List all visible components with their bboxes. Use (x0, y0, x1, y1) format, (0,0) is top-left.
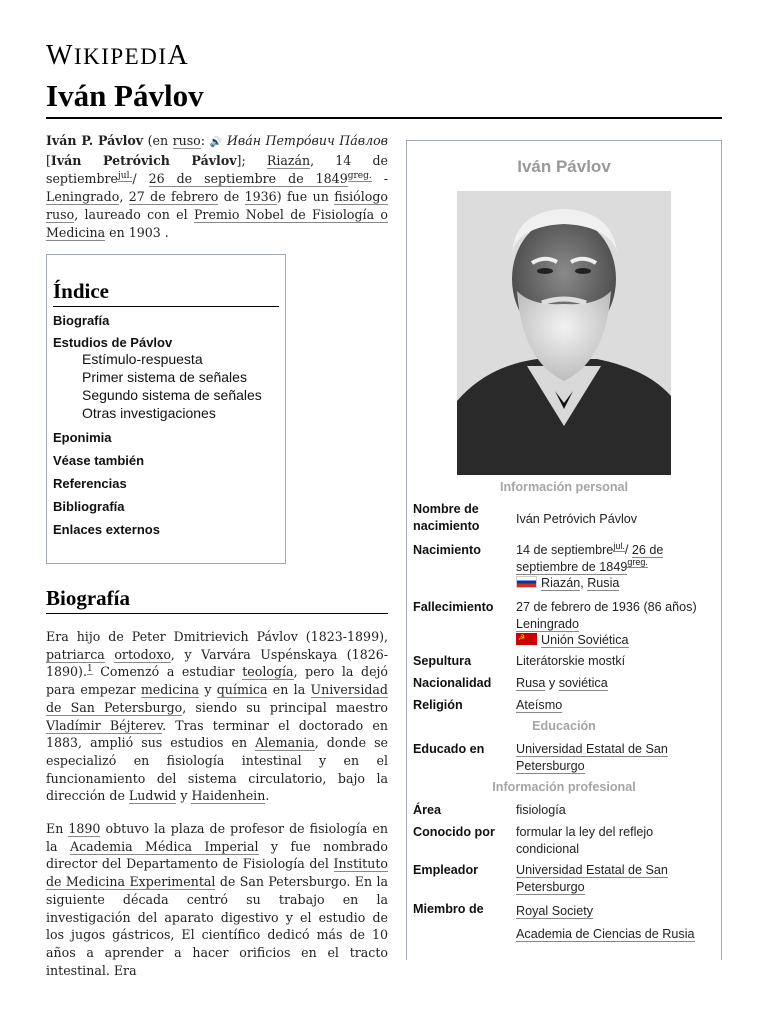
link-rusia[interactable]: Rusia (587, 576, 620, 590)
text: , siendo su principal maestro (182, 699, 388, 715)
text: [ (46, 153, 51, 168)
text: y (199, 682, 217, 698)
title-divider (46, 117, 722, 119)
text: y (176, 788, 192, 804)
wikipedia-logo[interactable] (46, 40, 189, 72)
row-label: Nacionalidad (413, 676, 492, 690)
link-riazan[interactable]: Riazán (541, 576, 581, 590)
infobox-header-education: Educación (532, 719, 596, 733)
link-nobel-prize[interactable]: Premio Nobel de Fisiología o Medicina (46, 207, 388, 240)
text: , pero la dejó para empezar (46, 664, 389, 698)
text: en 1903 . (105, 225, 169, 240)
link-ruso-nationality[interactable]: ruso (46, 207, 75, 222)
link-ludwid[interactable]: Ludwid (128, 788, 177, 804)
toc-item-bibliografia[interactable]: Bibliografía (53, 499, 125, 514)
text: - (371, 171, 388, 186)
text (105, 647, 115, 662)
link-rusa[interactable]: Rusa (516, 676, 546, 690)
infobox-header-professional: Información profesional (492, 780, 636, 794)
link-1890[interactable]: 1890 (68, 821, 101, 836)
row-value: fisiología (516, 803, 566, 817)
row-value (516, 675, 716, 692)
link-birth-date[interactable]: 26 de septiembre de 1849 (516, 543, 664, 574)
text: : (200, 133, 210, 148)
page-title: Iván Pávlov (46, 78, 204, 113)
row-value: Iván Petróvich Pávlov (516, 512, 638, 526)
portrait-drawing (457, 191, 671, 475)
row-label: Educado en (413, 742, 485, 756)
toc-item-estudios[interactable]: Estudios de Pávlov (53, 335, 173, 350)
infobox (406, 140, 722, 960)
link-royal-society[interactable]: Royal Society (516, 904, 593, 918)
speaker-icon[interactable]: 🔊 (209, 137, 223, 148)
row-value (516, 862, 716, 895)
link-academia-medica[interactable]: Academia Médica Imperial (69, 838, 259, 854)
row-label: Religión (413, 698, 463, 712)
link-haidenhein[interactable]: Haidenhein (191, 788, 266, 804)
infobox-header-personal: Información personal (499, 480, 629, 494)
link-fisiologo[interactable]: fisiólogo (334, 189, 388, 204)
text: Era hijo de Peter Dmitrievich Pávlov (1823-1899), (46, 629, 388, 644)
text: En (46, 821, 69, 836)
text: y (545, 676, 559, 690)
toc-item-eponimia[interactable]: Eponimia (53, 430, 112, 445)
link-jul[interactable]: jul. (613, 540, 625, 551)
toc-subitem-primer-sistema[interactable]: Primer sistema de señales (82, 369, 247, 385)
link-jul[interactable]: jul. (118, 170, 133, 181)
transliteration: Iván Petróvich Pávlov (50, 153, 237, 168)
text: / (624, 543, 632, 557)
infobox-title: Iván Pávlov (517, 157, 611, 176)
row-value (516, 542, 716, 592)
row-value: formular la ley del reflejo condicional (516, 825, 654, 856)
row-value (516, 903, 716, 942)
link-greg[interactable]: greg. (627, 557, 648, 568)
link-leningrado[interactable]: Leningrado (516, 616, 580, 631)
link-death-date[interactable]: 27 de febrero (128, 189, 219, 204)
text: y fue nombrado director del Departamento de Fisiología del (46, 838, 388, 872)
text: (en (143, 133, 173, 148)
row-label: Nacimiento (413, 543, 481, 557)
text: . Tras terminar el doctorado en 1883, amplió sus estudios en (46, 717, 388, 751)
subject-name: Iván P. Pávlov (46, 133, 144, 148)
text: , donde se especializó en fisiología intestinal y en el funcionamiento del sistema circulatorio, bajo la dirección de (46, 735, 388, 804)
link-sovietica[interactable]: soviética (558, 676, 608, 690)
logo-letters: IKIPEDI (73, 44, 168, 69)
row-value (516, 599, 716, 649)
row-value: Literátorskie mostkí (516, 654, 626, 668)
text: ) fue un (276, 189, 335, 204)
link-ruso[interactable]: ruso (172, 133, 201, 148)
toc-item-vease[interactable]: Véase también (53, 453, 145, 468)
row-label: Área (413, 803, 442, 817)
text: . (265, 788, 270, 804)
text: / (132, 171, 149, 186)
link-universidad-san-petersburgo[interactable]: Universidad de San Petersburgo (46, 682, 388, 715)
toc-subitem-otras[interactable]: Otras investigaciones (82, 405, 216, 421)
section-heading-biografia: Biografía (46, 586, 388, 614)
lead-paragraph (46, 132, 388, 242)
text: , laureado con el (74, 207, 194, 222)
link-quimica[interactable]: química (216, 682, 268, 698)
text: , 14 de septiembre (46, 153, 388, 186)
text: 14 de septiembre (516, 543, 614, 557)
link-death-year[interactable]: 1936 (244, 189, 277, 204)
biography-paragraph-2 (46, 820, 389, 978)
portrait-image[interactable] (457, 191, 671, 475)
row-label: Empleador (413, 863, 479, 877)
row-value (516, 697, 716, 714)
toc-subitem-segundo-sistema[interactable]: Segundo sistema de señales (82, 387, 262, 403)
link-medicina[interactable]: medicina (140, 682, 199, 698)
logo-letter: A (167, 40, 190, 71)
link-ateismo[interactable]: Ateísmo (516, 698, 563, 712)
text: Comenzó a estudiar (92, 664, 243, 680)
toc-item-biografia[interactable]: Biografía (53, 313, 110, 328)
row-label: Nombre de nacimiento (413, 502, 480, 533)
row-label: Miembro de (413, 902, 484, 916)
soviet-flag-icon (516, 633, 537, 645)
text: en la (267, 682, 311, 698)
biography-paragraph-1 (46, 628, 388, 805)
link-universidad-estatal-employer[interactable]: Universidad Estatal de San Petersburgo (516, 863, 668, 894)
toc-subitem-estimulo[interactable]: Estímulo-respuesta (82, 351, 203, 367)
text: de (218, 189, 245, 204)
text: , y Varvára Uspénskaya (1826-1890). (46, 646, 388, 680)
row-label: Conocido por (413, 825, 495, 839)
toc-item-referencias[interactable]: Referencias (53, 476, 127, 491)
link-greg[interactable]: greg. (347, 170, 372, 181)
russian-name: Ива́н Петро́вич Па́влов (226, 133, 389, 148)
text: , (580, 576, 588, 590)
link-union-sovietica[interactable]: Unión Soviética (541, 633, 629, 647)
text: 27 de febrero de 1936 (86 años) (516, 600, 697, 614)
link-universidad-estatal[interactable]: Universidad Estatal de San Petersburgo (516, 742, 668, 773)
footnote-1[interactable]: 1 (86, 664, 93, 675)
toc-item-enlaces[interactable]: Enlaces externos (53, 522, 160, 537)
text: , (119, 189, 129, 204)
link-instituto-medicina[interactable]: Instituto de Medicina Experimental (46, 856, 388, 890)
row-label: Sepultura (413, 654, 472, 668)
link-teologia[interactable]: teología (242, 664, 294, 680)
link-bejterev[interactable]: Vladímir Béjterev (46, 717, 163, 733)
link-ortodoxo[interactable]: ortodoxo (114, 646, 171, 662)
table-of-contents (46, 254, 286, 564)
toc-heading: Índice (53, 279, 279, 307)
link-patriarca[interactable]: patriarca (46, 646, 105, 662)
row-value (516, 741, 716, 774)
link-alemania[interactable]: Alemania (255, 735, 315, 751)
link-birth-date[interactable]: 26 de septiembre de 1849 (148, 171, 348, 186)
russia-flag-icon (516, 576, 537, 588)
link-riazan[interactable]: Riazán (266, 153, 311, 168)
row-label: Fallecimiento (413, 600, 494, 614)
link-leningrado[interactable]: Leningrado (46, 189, 120, 204)
link-academia-ciencias-rusia[interactable]: Academia de Ciencias de Rusia (516, 926, 695, 941)
logo-letter: W (46, 40, 74, 71)
text: ]; (236, 153, 267, 168)
text: de San Petersburgo. En la siguiente década centró su trabajo en la investigación del aparato digestivo y el estudio de los jugos gástricos, El científico dedicó más de 10 años a aprender a hacer orificios en el tracto intestinal. Era (46, 874, 389, 978)
text: obtuvo la plaza de profesor de fisiología en la (46, 821, 388, 854)
